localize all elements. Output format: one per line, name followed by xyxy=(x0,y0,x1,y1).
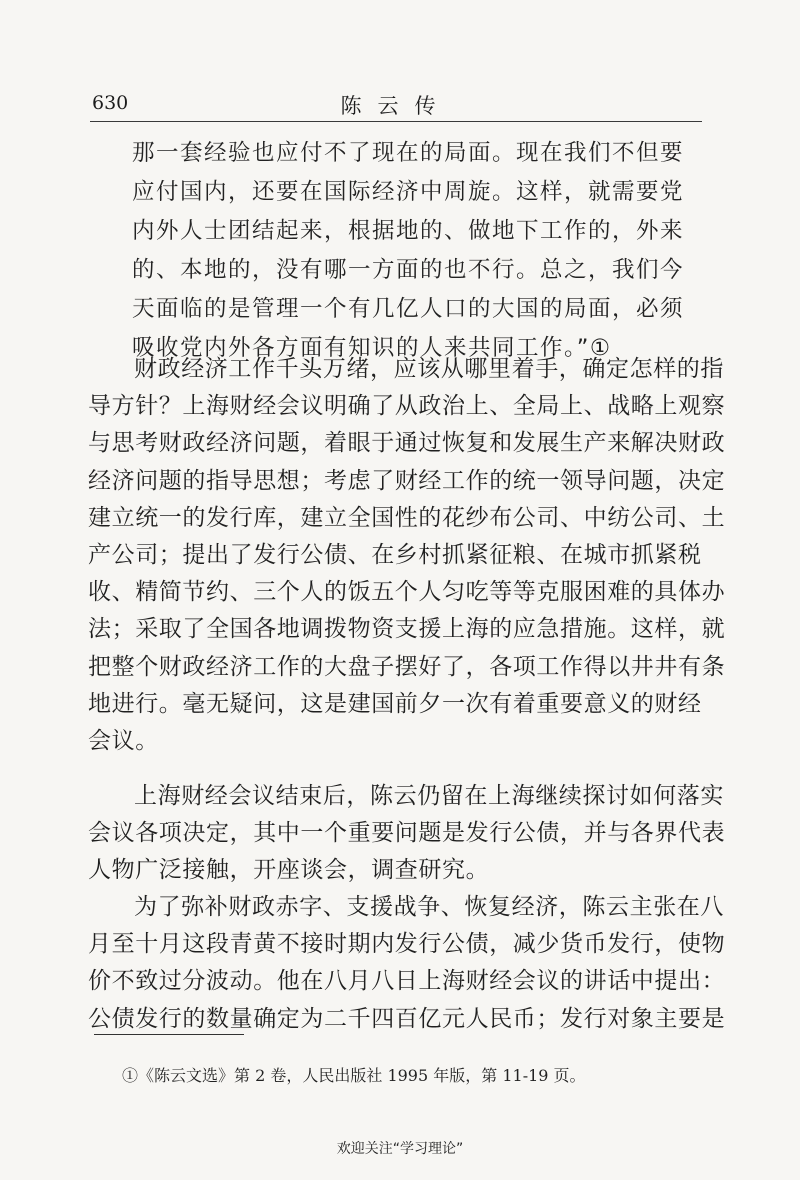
header-rule xyxy=(90,121,702,122)
paragraph-line: 把整个财政经济工作的大盘子摆好了，各项工作得以井井有条 xyxy=(88,653,726,680)
paragraph-1 xyxy=(88,351,726,760)
paragraph-line: 产公司；提出了发行公债、在乡村抓紧征粮、在城市抓紧税 xyxy=(88,541,702,568)
paragraph-line: 法；采取了全国各地调拨物资支援上海的应急措施。这样，就 xyxy=(88,616,726,643)
paragraph-line: 建立统一的发行库，建立全国性的花纱布公司、中纺公司、土 xyxy=(88,504,726,531)
paragraph-line: 收、精简节约、三个人的饭五个人匀吃等等克服困难的具体办 xyxy=(88,579,726,606)
paragraph-line: 地进行。毫无疑问，这是建国前夕一次有着重要意义的财经 xyxy=(88,690,702,717)
quote-line: 的、本地的，没有哪一方面的也不行。总之，我们今 xyxy=(132,257,685,283)
paragraph-line: 会议。 xyxy=(88,727,159,754)
footnote: ①《陈云文选》第 2 卷，人民出版社 1995 年版，第 11-19 页。 xyxy=(122,1066,586,1085)
paragraph-line: 导方针？上海财经会议明确了从政治上、全局上、战略上观察 xyxy=(88,393,726,420)
footer-caption: 欢迎关注“学习理论” xyxy=(336,1141,464,1157)
paragraph-line: 与思考财政经济问题，着眼于通过恢复和发展生产来解决财政 xyxy=(88,430,726,457)
quote-line: 吸收党内外各方面有知识的人来共同工作。”① xyxy=(132,335,612,361)
paragraph-line: 价不致过分波动。他在八月八日上海财经会议的讲话中提出： xyxy=(88,968,726,995)
paragraph-line: 财政经济工作千头万绪，应该从哪里着手，确定怎样的指 xyxy=(134,356,724,382)
block-quote xyxy=(132,134,692,368)
paragraph-line: 月至十月这段青黄不接时期内发行公债，减少货币发行，使物 xyxy=(88,931,726,958)
paragraph-line: 为了弥补财政赤字、支援战争、恢复经济，陈云主张在八 xyxy=(134,894,724,920)
paragraph-line: 上海财经会议结束后，陈云仍留在上海继续探讨如何落实 xyxy=(134,783,724,809)
page-header xyxy=(90,88,702,120)
paragraph-3 xyxy=(88,889,726,1038)
paragraph-2 xyxy=(88,778,726,890)
paragraph-line: 人物广泛接触，开座谈会，调查研究。 xyxy=(88,857,490,884)
quote-line: 天面临的是管理一个有几亿人口的大国的局面，必须 xyxy=(132,296,685,322)
paragraph-line: 经济问题的指导思想；考虑了财经工作的统一领导问题，决定 xyxy=(88,467,726,494)
quote-line: 内外人士团结起来，根据地的、做地下工作的，外来 xyxy=(132,218,685,244)
quote-line: 应付国内，还要在国际经济中周旋。这样，就需要党 xyxy=(132,179,685,205)
quote-line: 那一套经验也应付不了现在的局面。现在我们不但要 xyxy=(132,140,685,166)
paragraph-line: 会议各项决定，其中一个重要问题是发行公债，并与各界代表 xyxy=(88,820,726,847)
paragraph-line: 公债发行的数量确定为二千四百亿元人民币；发行对象主要是 xyxy=(88,1005,726,1032)
page-number: 630 xyxy=(92,92,129,114)
running-title: 陈云传 xyxy=(340,94,452,118)
footnote-rule xyxy=(94,1034,244,1035)
